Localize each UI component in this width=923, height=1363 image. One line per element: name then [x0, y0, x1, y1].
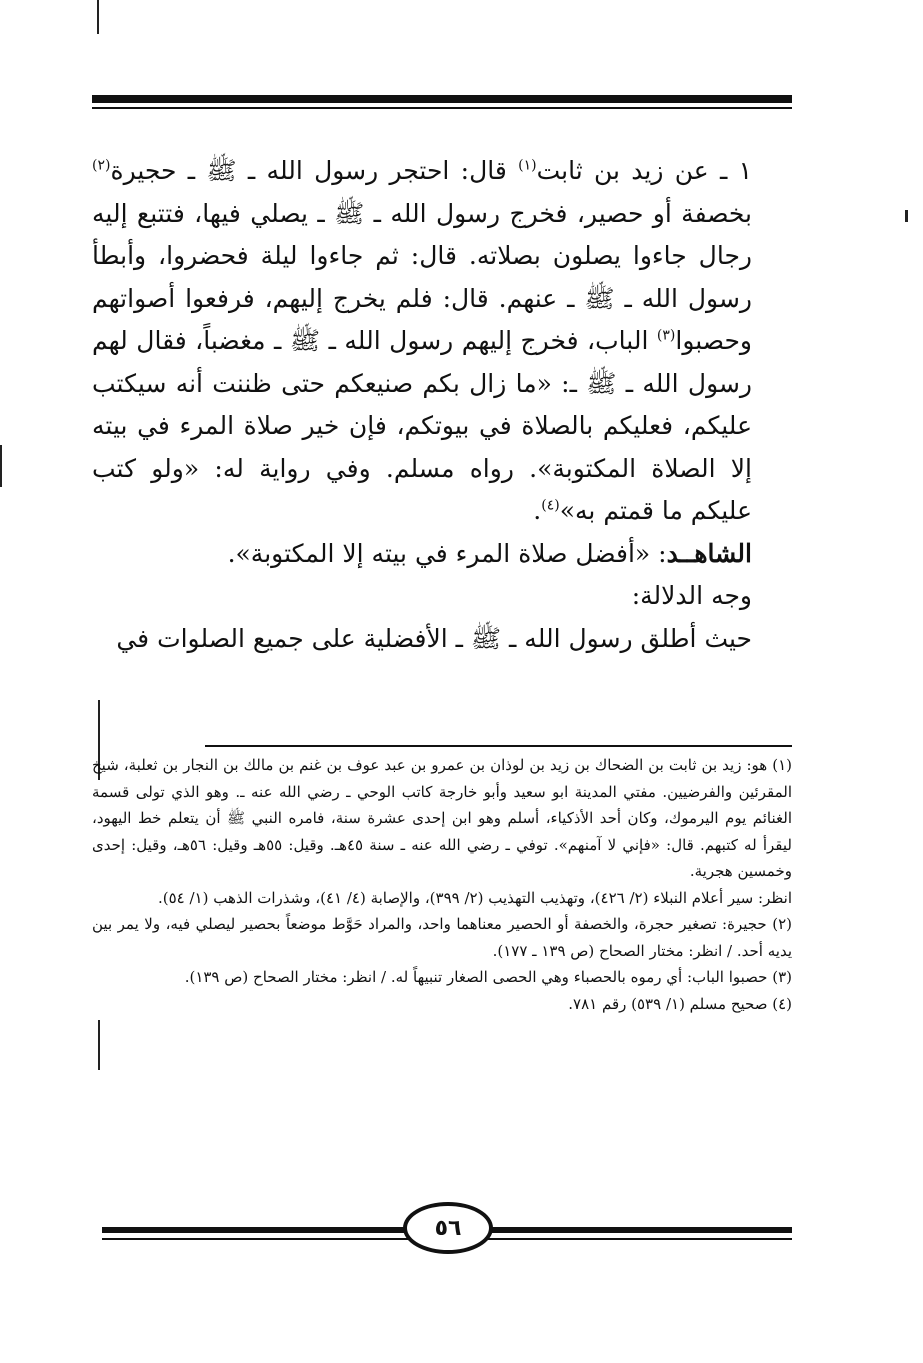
footnote-ref-4: (٤): [541, 497, 560, 514]
footnote-ref-2: (٢): [92, 157, 111, 174]
scan-margin-mark-left: [0, 445, 2, 487]
hadith-part-1: ١ ـ عن زيد بن ثابت: [536, 156, 752, 185]
shahid-line: [92, 533, 792, 576]
footnote-4: (٤) صحيح مسلم (١/ ٥٣٩) رقم ٧٨١.: [568, 994, 792, 1013]
scan-margin-mark-fn2: [98, 1020, 100, 1070]
shahid-text: : «أفضل صلاة المرء في بيته إلا المكتوبة».: [227, 538, 667, 568]
shahid-label: الشاهــد: [666, 538, 752, 568]
hadith-paragraph: [92, 150, 792, 533]
footnote-2: (٢) حجيرة: تصغير حجرة، والخصفة أو الحصير معناهما واحد، والمراد حَوَّط موضعاً بحصير ليصلي فيه، ولا يمر بين يديه أحد. / انظر: مختار الصحاح (ص ١٣٩ ـ ١٧٧).: [92, 915, 792, 960]
footnotes: [92, 752, 792, 1017]
hadith-part-5: .: [533, 496, 542, 525]
footnote-3: (٣) حصبوا الباب: أي رموه بالحصباء وهي الحصى الصغار تنبيهاً له. / انظر: مختار الصحاح (ص ١٣٩).: [184, 968, 792, 986]
top-rule-thin: [92, 107, 792, 109]
footnote-separator: [205, 745, 792, 747]
footnote-ref-3: (٣): [656, 327, 676, 344]
footnote-1: (١) هو: زيد بن ثابت بن الضحاك بن زيد بن لوذان بن عمرو بن عبد عوف بن غنم بن مالك بن النجار بن ثعلبة، شيخ المقرئين والفرضيين. مفتي المدينة ابو سعيد وأبو خارجة كاتب الوحي ـ رضي الله عنه ـ. وهو الذي تولى قسمة الغنائم يوم اليرموك، وكان أحد الأذكياء، أسلم وهو ابن إحدى عشرة سنة، فامره النبي ﷺ أن يتعلم خط اليهود، ليقرأ له كتبهم. قال: «فإني لا آمنهم». توفي ـ رضي الله عنه ـ سنة ٤٥هـ. وقيل: ٥٥هـ وقيل: ٥٦هـ، وقيل: إحدى وخمسين هجرية.: [92, 756, 792, 880]
hadith-part-4: الباب، فخرج إليهم رسول الله ـ ﷺ ـ مغضباً، فقال لهم رسول الله ـ ﷺ ـ: «ما زال بكم صنيعكم حتى ظننت أنه سيكتب عليكم، فعليكم بالصلاة في بيوتكم، فإن خير صلاة المرء في بيته إلا الصلاة المكتوبة». رواه مسلم. وفي رواية له: «ولو كتب عليكم ما قمتم به»: [92, 326, 752, 525]
hadith-part-3: بخصفة أو حصير، فخرج رسول الله ـ ﷺ ـ يصلي فيها، فتتبع إليه رجال جاءوا يصلون بصلاته. قال: ثم جاءوا ليلة فحضروا، وأبطأ رسول الله ـ ﷺ ـ عنهم. قال: فلم يخرج إليهم، فرفعوا أصواتهم وحصبوا: [92, 198, 752, 355]
scan-margin-mark-right: [905, 210, 908, 222]
footnote-1-refs: انظر: سير أعلام النبلاء (٢/ ٤٢٦)، وتهذيب التهذيب (٢/ ٣٩٩)، والإصابة (٤/ ٤١)، وشذرات الذهب (١/ ٥٤).: [157, 888, 792, 907]
wajh-heading: وجه الدلالة:: [631, 581, 752, 610]
footnote-ref-1: (١): [518, 157, 537, 174]
main-text: [92, 150, 792, 660]
last-line: حيث أطلق رسول الله ـ ﷺ ـ الأفضلية على جميع الصلوات في: [116, 623, 752, 653]
hadith-part-2: قال: احتجر رسول الله ـ ﷺ ـ حجيرة: [110, 156, 519, 185]
scan-margin-mark-top: [97, 0, 99, 34]
page-number: ٥٦: [403, 1202, 493, 1254]
top-rule-thick: [92, 95, 792, 103]
